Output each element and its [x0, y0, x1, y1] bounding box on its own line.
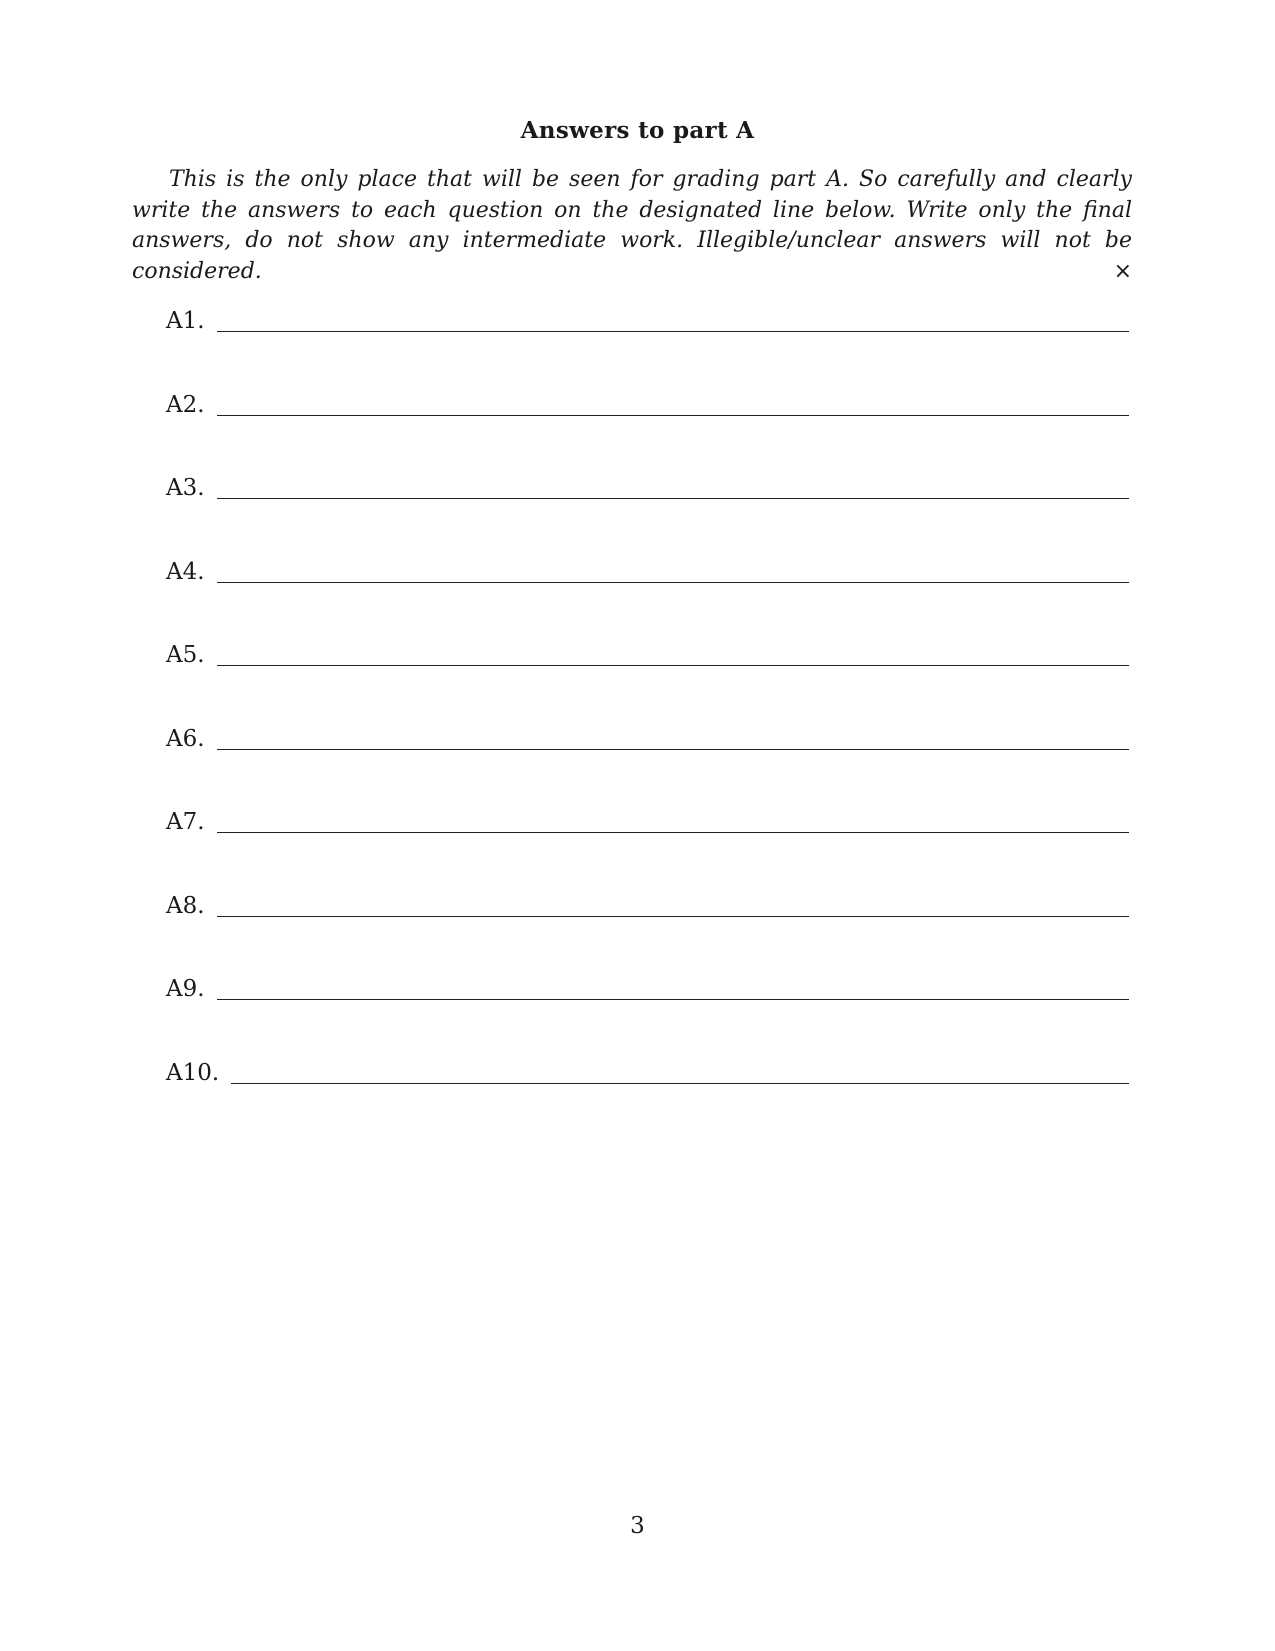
answer-row-a9	[166, 974, 1129, 1058]
answer-row-a5	[166, 640, 1129, 724]
answer-row-a4	[166, 557, 1129, 641]
answer-row-a7	[166, 807, 1129, 891]
page-number: 3	[630, 1513, 645, 1539]
answer-field-a2[interactable]	[217, 390, 1129, 416]
times-icon: ×	[1113, 258, 1132, 284]
answer-label: A8.	[166, 892, 205, 919]
answer-label: A3.	[166, 475, 205, 501]
answer-label: A5.	[166, 642, 205, 668]
answer-list	[166, 306, 1129, 1141]
instructions-text: This is the only place that will be seen for grading part A. So carefully and clearly write the answers to each question on the designated line below. Write only the final answers, do not show any intermediate work. Illegible/unclear answers will not be considered.	[132, 167, 1132, 284]
answer-field-a6[interactable]	[217, 724, 1129, 750]
answer-field-a1[interactable]	[217, 306, 1129, 332]
answer-row-a6	[166, 724, 1129, 808]
answer-label: A2.	[166, 391, 205, 418]
answer-row-a1	[166, 306, 1129, 390]
answer-label: A7.	[166, 809, 205, 835]
answer-row-a3	[166, 473, 1129, 557]
instructions-paragraph	[132, 165, 1132, 287]
answer-row-a2	[166, 390, 1129, 474]
answer-label: A10.	[166, 1059, 220, 1086]
answer-label: A4.	[166, 558, 205, 585]
answer-field-a4[interactable]	[217, 557, 1129, 583]
answer-field-a5[interactable]	[217, 640, 1129, 666]
answer-field-a9[interactable]	[217, 974, 1129, 1000]
answer-field-a8[interactable]	[217, 891, 1129, 917]
answer-row-a8	[166, 891, 1129, 975]
answer-label: A1.	[166, 308, 205, 334]
answer-field-a10[interactable]	[231, 1058, 1129, 1084]
answer-field-a7[interactable]	[217, 807, 1129, 833]
answer-field-a3[interactable]	[217, 473, 1129, 499]
answer-label: A9.	[166, 976, 205, 1002]
answer-row-a10	[166, 1058, 1129, 1142]
page-title: Answers to part A	[520, 117, 755, 144]
answer-label: A6.	[166, 725, 205, 752]
